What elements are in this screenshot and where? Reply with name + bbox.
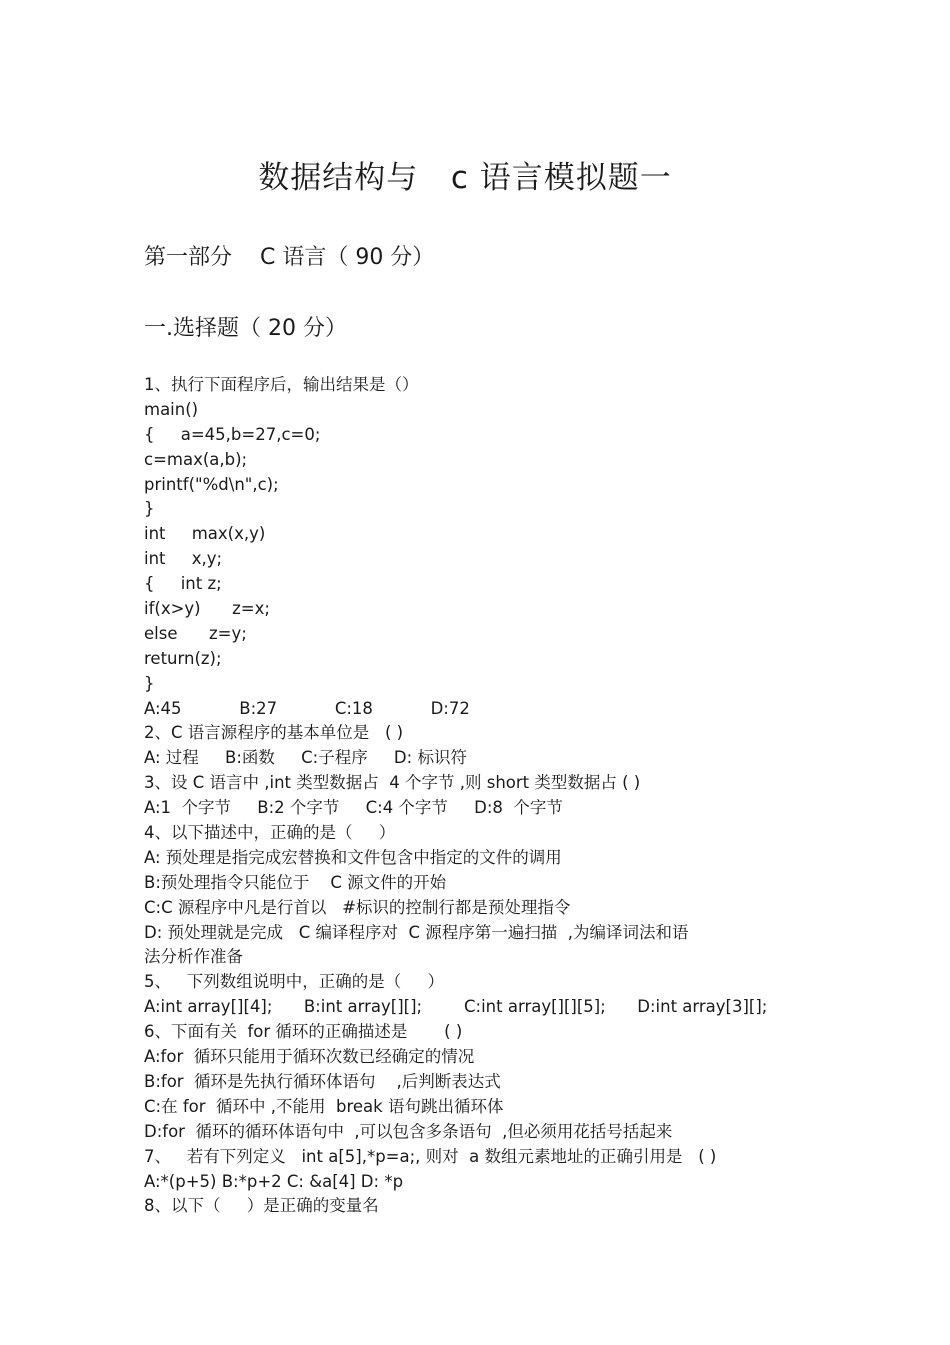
- text-line: printf("%d\n",c);: [144, 474, 279, 494]
- text-line: A:45 B:27 C:18 D:72: [144, 698, 470, 718]
- text-line: C:C 源程序中凡是行首以 #标识的控制行都是预处理指令: [144, 897, 571, 917]
- text-line: D: 预处理就是完成 C 编译程序对 C 源程序第一遍扫描 ,为编译词法和语: [144, 922, 689, 942]
- text-line: 法分析作准备: [144, 947, 243, 967]
- text-line: return(z);: [144, 648, 222, 668]
- text-line: 3、设 C 语言中 ,int 类型数据占 4 个字节 ,则 short 类型数据占 ( ): [144, 773, 641, 793]
- text-line: if(x>y) z=x;: [144, 599, 270, 619]
- text-line: A: 过程 B:函数 C:子程序 D: 标识符: [144, 748, 467, 768]
- text-line: A:int array[][4]; B:int array[][]; C:int array[][][5]; D:int array[3][];: [144, 997, 768, 1017]
- text-line: }: [144, 673, 155, 693]
- text-line: A:for 循环只能用于循环次数已经确定的情况: [144, 1047, 475, 1067]
- text-line: main(): [144, 399, 199, 419]
- text-line: c=max(a,b);: [144, 449, 248, 469]
- text-line: 4、以下描述中，正确的是（ ）: [144, 823, 396, 843]
- text-line: A:1 个字节 B:2 个字节 C:4 个字节 D:8 个字节: [144, 798, 563, 818]
- question-text-block: [144, 373, 784, 1219]
- text-line: int x,y;: [144, 549, 223, 569]
- text-line: }: [144, 499, 155, 519]
- text-line: C:在 for 循环中 ,不能用 break 语句跳出循环体: [144, 1096, 504, 1116]
- text-line: B:for 循环是先执行循环体语句 ,后判断表达式: [144, 1071, 501, 1091]
- text-line: B:预处理指令只能位于 C 源文件的开始: [144, 872, 447, 892]
- text-line: A: 预处理是指完成宏替换和文件包含中指定的文件的调用: [144, 847, 562, 867]
- document-title: 数据结构与 c 语言模拟题一: [258, 160, 672, 196]
- text-line: { int z;: [144, 574, 222, 594]
- text-line: D:for 循环的循环体语句中 ,可以包含多条语句 ,但必须用花括号括起来: [144, 1121, 673, 1141]
- text-line: { a=45,b=27,c=0;: [144, 424, 321, 444]
- section-heading: 一.选择题（ 20 分）: [144, 316, 347, 341]
- text-line: int max(x,y): [144, 524, 266, 544]
- text-line: A:*(p+5) B:*p+2 C: &a[4] D: *p: [144, 1171, 404, 1191]
- text-line: 2、C 语言源程序的基本单位是 ( ): [144, 723, 404, 743]
- text-line: 6、下面有关 for 循环的正确描述是 ( ): [144, 1022, 463, 1042]
- text-line: else z=y;: [144, 623, 247, 643]
- text-line: 8、以下（ ）是正确的变量名: [144, 1196, 379, 1216]
- part-heading: 第一部分 C 语言（ 90 分）: [144, 245, 435, 270]
- text-line: 5、 下列数组说明中，正确的是（ ）: [144, 972, 444, 992]
- text-line: 7、 若有下列定义 int a[5],*p=a;, 则对 a 数组元素地址的正确引用是 ( ): [144, 1146, 717, 1166]
- text-line: 1、执行下面程序后，输出结果是（）: [144, 375, 419, 394]
